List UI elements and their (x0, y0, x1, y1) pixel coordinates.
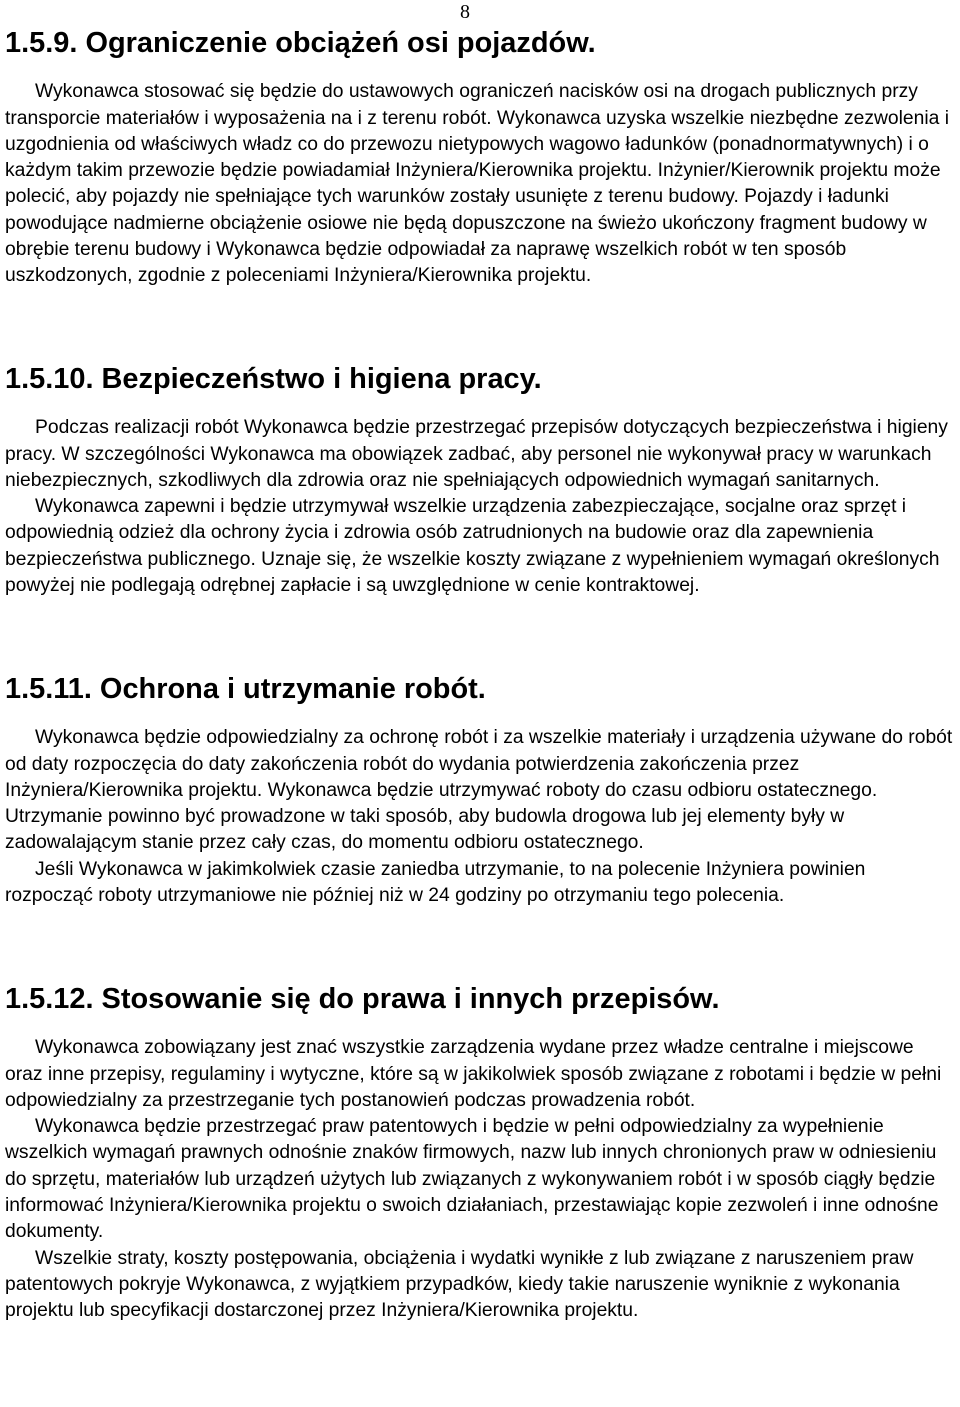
paragraph: Wykonawca będzie przestrzegać praw patentowych i będzie w pełni odpowiedzialny za wypełnienie wszelkich wymagań prawnych odnośnie znaków firmowych, nazw lub innych chronionych praw w odniesieniu do sprzętu, materiałów lub urządzeń użytych lub związanych z wykonywaniem robót i w sposób ciągły będzie informować Inżyniera/Kierownika projektu o swoich działaniach, przestawiając kopie zezwoleń i inne odnośne dokumenty. (5, 1116, 939, 1243)
paragraph: Podczas realizacji robót Wykonawca będzie przestrzegać przepisów dotyczących bezpieczeństwa i higieny pracy. W szczególności Wykonawca ma obowiązek zadbać, aby personel nie wykonywał pracy w warunkach niebezpiecznych, szkodliwych dla zdrowia oraz nie spełniających odpowiednich wymagań sanitarnych. (5, 417, 948, 491)
paragraph: Wykonawca stosować się będzie do ustawowych ograniczeń nacisków osi na drogach publicznych przy transporcie materiałów i wyposażenia na i z terenu robót. Wykonawca uzyska wszelkie niezbędne zezwolenia i uzgodnienia od właściwych władz co do przewozu nietypowych wagowo ładunków (ponadnormatywnych) i o każdym takim przewozie będzie powiadamiał Inżyniera/Kierownika projektu. Inżynier/Kierownik projektu może polecić, aby pojazdy nie spełniające tych warunków zostały usunięte z terenu budowy. Pojazdy i ładunki powodujące nadmierne obciążenie osiowe nie będą dopuszczone na świeżo ukończony fragment budowy w obrębie terenu budowy i Wykonawca będzie odpowiadał za naprawę wszelkich robót w ten sposób uszkodzonych, zgodnie z poleceniami Inżyniera/Kierownika projektu. (5, 81, 949, 287)
paragraph: Wykonawca zobowiązany jest znać wszystkie zarządzenia wydane przez władze centralne i miejscowe oraz inne przepisy, regulaminy i wytyczne, które są w jakikolwiek sposób związane z robotami i będzie w pełni odpowiedzialny za przestrzeganie tych postanowień podczas prowadzenia robót. (5, 1037, 942, 1111)
section-heading: 1.5.9. Ograniczenie obciążeń osi pojazdów. (5, 27, 596, 59)
section-heading: 1.5.11. Ochrona i utrzymanie robót. (5, 673, 486, 705)
page-number: 8 (460, 1, 470, 23)
paragraph: Wykonawca będzie odpowiedzialny za ochronę robót i za wszelkie materiały i urządzenia używane do robót od daty rozpoczęcia do daty zakończenia robót do wydania potwierdzenia zakończenia przez Inżyniera/Kierownika projektu. Wykonawca będzie utrzymywać roboty do czasu odbioru ostatecznego. Utrzymanie powinno być prowadzone w taki sposób, aby budowla drogowa lub jej elementy były w zadowalającym stanie przez cały czas, do momentu odbioru ostatecznego. (5, 727, 953, 854)
section-1-5-10 (5, 363, 955, 599)
section-1-5-12 (5, 983, 955, 1325)
section-heading: 1.5.12. Stosowanie się do prawa i innych przepisów. (5, 983, 720, 1015)
paragraph: Wszelkie straty, koszty postępowania, obciążenia i wydatki wynikłe z lub związane z naruszeniem praw patentowych pokryje Wykonawca, z wyjątkiem przypadków, kiedy takie naruszenie wyniknie z wykonania projektu lub specyfikacji dostarczonej przez Inżyniera/Kierownika projektu. (5, 1247, 914, 1322)
section-1-5-9 (5, 27, 955, 290)
paragraph: Wykonawca zapewni i będzie utrzymywał wszelkie urządzenia zabezpieczające, socjalne oraz sprzęt i odpowiednią odzież dla ochrony życia i zdrowia osób zatrudnionych na budowie oraz dla zapewnienia bezpieczeństwa publicznego. Uznaje się, że wszelkie koszty związane z wypełnieniem wymagań określonych powyżej nie podlegają odrębnej zapłacie i są uwzględnione w cenie kontraktowej. (5, 496, 940, 597)
section-heading: 1.5.10. Bezpieczeństwo i higiena pracy. (5, 363, 542, 395)
section-1-5-11 (5, 673, 955, 909)
paragraph: Jeśli Wykonawca w jakimkolwiek czasie zaniedba utrzymanie, to na polecenie Inżyniera powinien rozpocząć roboty utrzymaniowe nie później niż w 24 godziny po otrzymaniu tego polecenia. (5, 858, 866, 907)
